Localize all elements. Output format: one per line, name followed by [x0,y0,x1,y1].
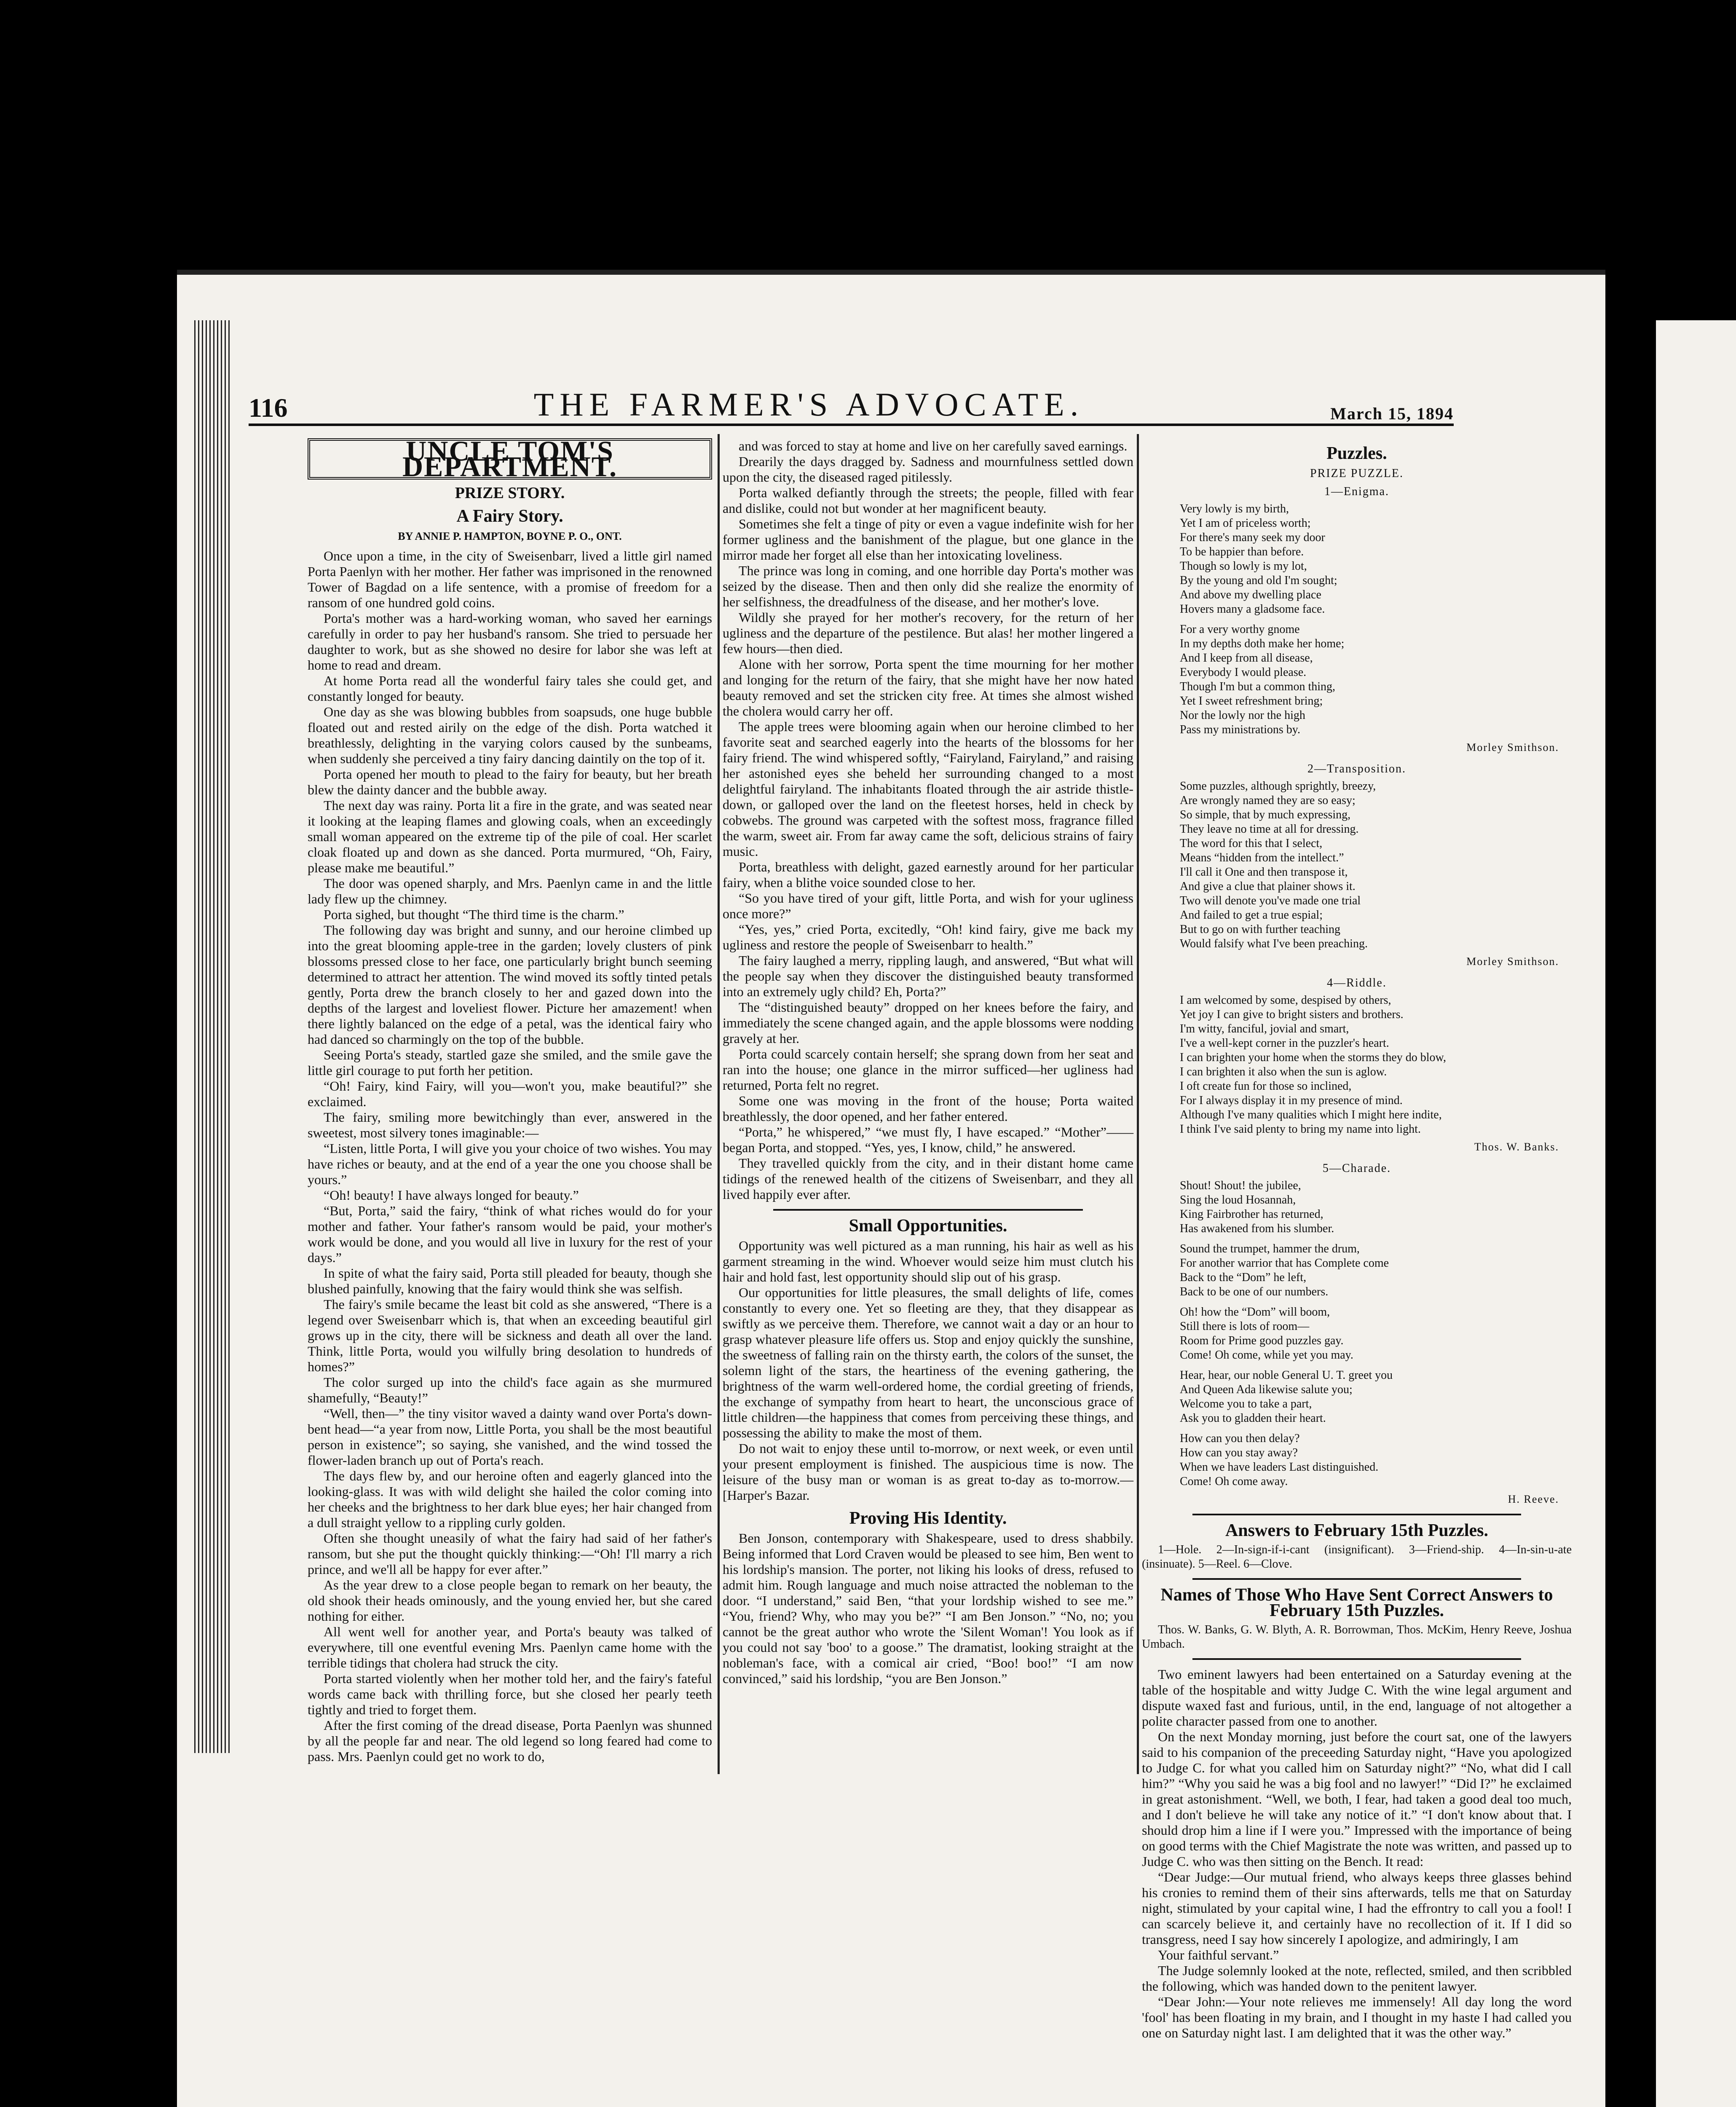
verse-line: Shout! Shout! the jubilee, [1180,1179,1301,1192]
paragraph: “Dear John:—Your note relieves me immensely! All day long the word 'fool' has been floating in my brain, and I thought in my haste I had called you one on Saturday night last. I am delighted that it was the other way.” [1142,1994,1572,2040]
paragraph: Porta sighed, but thought “The third time is the charm.” [324,907,624,922]
paragraph: On the next Monday morning, just before the court sat, one of the lawyers said to his companion of the preceeding Saturday night, “Have you apologized to Judge C. for what you called him on Saturday night?” “No, what did I call him?” “Why you said he was a big fool and no lawyer!” “Did I?” he exclaimed in great astonishment. “Well, we both, I fear, had taken a good deal too much, and I don't believe he will take any notice of it.” “I don't know about that. I should drop him a line if I were you.” Impressed with the importance of being on good terms with the Chief Magistrate the note was written, and passed up to Judge C. who was then sitting on the Bench. It read: [1142,1729,1572,1869]
section-divider [1192,1658,1521,1660]
paragraph: Your faithful servant.” [1158,1947,1279,1962]
verse-line: Ask you to gladden their heart. [1180,1412,1326,1425]
paragraph: Alone with her sorrow, Porta spent the time mourning for her mother and longing for the return of the fairy, that she might have her now hated beauty removed and set the stricken city free. At times she almost wished the cholera would carry her off. [723,657,1133,718]
verse-line: And above my dwelling place [1180,588,1321,601]
verse-line: For I always display it in my presence of mind. [1180,1094,1403,1107]
paragraph: The following day was bright and sunny, and our heroine climbed up into the great blooming apple-tree in the garden; lovely clusters of pink blossoms pressed close to her face, one particularly bright bunch seeming determined to attract her attention. The wind moved its softly tinted petals gently, Porta drew the branch closely to her and gazed down into the depths of the largest and loveliest flower. Picture her amazement! when there lightly balanced on the edge of a petal, was the identical fairy who had danced so charmingly on the top of the bubble. [308,922,712,1047]
verse-line: Nor the lowly nor the high [1180,709,1305,722]
paragraph: The apple trees were blooming again when our heroine climbed to her favorite seat and searched eagerly into the hearts of the blossoms for her fairy friend. The wind whispered softly, “Fairyland, Fairyland,” and raising her astonished eyes she beheld her surrounding changed to a most delightful fairyland. The inhabitants floated through the air astride thistle-down, or galloped over the land on the fleetest horses, held in check by cobwebs. The ground was carpeted with the softest moss, fragrance filled the warm, sweet air. From far away came the soft, delicious strains of fairy music. [723,719,1133,859]
verse-line: Though so lowly is my lot, [1180,560,1307,573]
verse-line: Come! Oh come, while yet you may. [1180,1348,1353,1362]
paragraph: The next day was rainy. Porta lit a fire in the grate, and was seated near it looking at the leaping flames and glowing coals, when an exceedingly small woman appeared on the extreme tip of the pile of coal. Her scarlet cloak floated up and down as she danced. Porta murmured, “Oh, Fairy, please make me beautiful.” [308,798,712,875]
paragraph: and was forced to stay at home and live on her carefully saved earnings. [739,438,1128,453]
verse-line: But to go on with further teaching [1180,923,1341,936]
puzzle-author: H. Reeve. [1508,1493,1559,1505]
paragraph: Often she thought uneasily of what the fairy had said of her father's ransom, but she put the thought quickly thinking:—“Oh! I'll marry a rich prince, and we'll all be happy for ever after.” [308,1531,712,1577]
paragraph: Porta started violently when her mother told her, and the fairy's fateful words came back with thrilling force, but she closed her pearly teeth tightly and tried to forget them. [308,1671,712,1717]
paragraph: “So you have tired of your gift, little Porta, and wish for your ugliness once more?” [723,890,1133,921]
verse-line: I've a well-kept corner in the puzzler's heart. [1180,1037,1389,1050]
paragraph: “Oh! beauty! I have always longed for beauty.” [324,1188,579,1203]
verse-line: I can brighten your home when the storms they do blow, [1180,1051,1446,1064]
verse-line: I think I've said plenty to bring my name into light. [1180,1123,1421,1136]
verse-line: Very lowly is my birth, [1180,502,1289,515]
bound-spine [192,320,232,1753]
proving-identity-body [723,1531,1133,1686]
column-rule [718,434,720,1774]
verse-line: Sing the loud Hosannah, [1180,1193,1296,1206]
verse-line: Has awakened from his slumber. [1180,1222,1334,1235]
verse-line: I'll call it One and then transpose it, [1180,866,1348,879]
paragraph: Some one was moving in the front of the house; Porta waited breathlessly, the door opened, and her father entered. [723,1093,1133,1124]
verse-line [1180,1426,1572,1431]
puzzle-verse [1142,993,1572,1137]
verse-line: The word for this that I select, [1180,837,1323,850]
paragraph: The fairy, smiling more bewitchingly than ever, answered in the sweetest, most silvery tones imaginable:— [308,1110,712,1140]
verse-line [1180,617,1572,622]
story-title: A Fairy Story. [456,507,563,526]
verse-line: Oh! how the “Dom” will boom, [1180,1305,1330,1319]
paragraph: “Porta,” he whispered,” “we must fly, I have escaped.” “Mother”——began Porta, and stopped. “Yes, yes, I know, child,” he answered. [723,1124,1133,1155]
paragraph: Sometimes she felt a tinge of pity or even a vague indefinite wish for her former ugliness and the banishment of the plague, but one glance in the mirror made her forget all else than her intoxicating loveliness. [723,516,1133,563]
paragraph: The prince was long in coming, and one horrible day Porta's mother was seized by the disease. Then and then only did she realize the enormity of her selfishness, the dreadfulness of the disease, and her mother's love. [723,563,1133,609]
page-number: 116 [249,393,288,423]
paragraph: “Listen, little Porta, I will give you your choice of two wishes. You may have riches or beauty, and at the end of a year the one you choose shall be yours.” [308,1141,712,1187]
verse-line: How can you then delay? [1180,1432,1300,1445]
verse-line: In my depths doth make her home; [1180,637,1345,650]
verse-line: And Queen Ada likewise salute you; [1180,1383,1353,1396]
verse-line: Two will denote you've made one trial [1180,894,1361,907]
puzzle-heading: 1—Enigma. [1324,485,1390,498]
verse-line: Means “hidden from the intellect.” [1180,851,1344,864]
verse-line: Welcome you to take a part, [1180,1397,1312,1410]
verse-line: Yet I am of priceless worth; [1180,517,1311,530]
column-1 [308,435,712,1764]
verse-line: Still there is lots of room— [1180,1320,1310,1333]
puzzle-verse [1142,779,1572,951]
paragraph: Opportunity was well pictured as a man running, his hair as well as his garment streaming in the wind. Whoever would seize him must clutch his hair and hold fast, lest opportunity should slip out of his grasp. [723,1238,1133,1284]
paragraph: After the first coming of the dread disease, Porta Paenlyn was shunned by all the people far and near. The old legend so long feared had come to pass. Mrs. Paenlyn could get no work to do, [308,1718,712,1764]
verse-line: Sound the trumpet, hammer the drum, [1180,1242,1360,1255]
verse-line: I oft create fun for those so inclined, [1180,1080,1352,1093]
verse-line: Some puzzles, although sprightly, breezy, [1180,780,1376,793]
verse-line: King Fairbrother has returned, [1180,1208,1323,1221]
verse-line: Back to the “Dom” he left, [1180,1271,1307,1284]
paragraph: “Dear Judge:—Our mutual friend, who always keeps three glasses behind his cronies to remind them of their sins afterwards, tells me that on Saturday night, stimulated by your capital wine, I had the effrontry to call you a fool! I can scarcely believe it, and certainly have no recollection of it. If I did so transgress, need I say how sincerely I apologize, and admiringly, I am [1142,1869,1572,1947]
paragraph: The color surged up into the child's face again as she murmured shamefully, “Beauty!” [308,1375,712,1405]
story-body-col1 [308,548,712,1764]
paragraph: Porta could scarcely contain herself; she sprang down from her seat and ran into the house; one glance in the mirror sufficed—her ugliness had returned, Porta felt no regret. [723,1046,1133,1093]
paragraph: The days flew by, and our heroine often and eagerly glanced into the looking-glass. It was with wild delight she hailed the color coming into her cheeks and the brightness to her dark blue eyes; her hair changed from a dull straight yellow to a rippling curly golden. [308,1468,712,1530]
paragraph: As the year drew to a close people began to remark on her beauty, the old shook their heads ominously, and the young envied her, but she cared nothing for either. [308,1577,712,1624]
verse-line: Everybody I would please. [1180,666,1307,679]
puzzle-verse [1142,1179,1572,1489]
verse-line: So simple, that by much expressing, [1180,808,1351,821]
puzzles-title: Puzzles. [1326,444,1387,463]
paragraph: Our opportunities for little pleasures, the small delights of life, comes constantly to every one. Yet so fleeting are they, that they disappear as swiftly as we perceive them. Therefore, we cannot wait a day or an hour to grasp whatever pleasure life offers us. Stop and enjoy quickly the sunshine, the sweetness of falling rain on the thirsty earth, the colors of the sunset, the solemn light of the stars, the heartiness of the evening gathering, the brightness of the warm well-ordered home, the cordial greeting of friends, the exchange of sympathy from heart to heart, the unconscious grace of little children—the happiness that comes from perceiving these things, and possessing the ability to make the most of them. [723,1285,1133,1440]
verse-line: How can you stay away? [1180,1446,1298,1459]
puzzle-author: Morley Smithson. [1466,741,1559,753]
names-title: Names of Those Who Have Sent Correct Answers to February 15th Puzzles. [1160,1585,1553,1620]
puzzle-author: Morley Smithson. [1466,955,1559,968]
column-3 [1142,438,1572,2041]
paragraph: Porta's mother was a hard-working woman, who saved her earnings carefully in order to pay her husband's ransom. She tried to persuade her daughter to work, but as she showed no desire for labor she was left at home to read and dream. [308,611,712,673]
puzzle-heading: 2—Transposition. [1307,762,1406,775]
paragraph: Porta walked defiantly through the streets; the people, filled with fear and dislike, could not but wonder at her magnificent beauty. [723,485,1133,516]
answers-title: Answers to February 15th Puzzles. [1225,1521,1489,1540]
verse-line: Room for Prime good puzzles gay. [1180,1334,1344,1347]
proving-identity-title: Proving His Identity. [849,1509,1007,1528]
verse-line [1180,1236,1572,1242]
answers-text: 1—Hole. 2—In-sign-if-i-cant (insignificant). 3—Friend-ship. 4—In-sin-u-ate (insinuate). 5—Reel. 6—Clove. [1142,1543,1572,1571]
paragraph: Porta opened her mouth to plead to the fairy for beauty, but her breath blew the dainty dancer and the bubble away. [308,767,712,797]
verse-line: And failed to get a true espial; [1180,909,1323,922]
paragraph: “But, Porta,” said the fairy, “think of what riches would do for your mother and father. Your father's ransom would be paid, your mother's work would be done, and you would all live in luxury for the rest of your days.” [308,1203,712,1265]
verse-line: I am welcomed by some, despised by others, [1180,994,1391,1007]
verse-line: Back to be one of our numbers. [1180,1285,1329,1298]
paragraph: Do not wait to enjoy these until to-morrow, or next week, or even until your present employment is finished. The auspicious time is now. The leisure of the busy man or woman is as great to-day as to-morrow.—[Harper's Bazar. [723,1441,1133,1503]
paragraph: At home Porta read all the wonderful fairy tales she could get, and constantly longed for beauty. [308,673,712,704]
paragraph: “Yes, yes,” cried Porta, excitedly, “Oh! kind fairy, give me back my ugliness and restore the people of Sweisenbarr to health.” [723,922,1133,952]
film-border [0,0,1736,270]
verse-line: When we have leaders Last distinguished. [1180,1461,1379,1474]
adjacent-page-edge [1656,320,1736,2107]
issue-date: March 15, 1894 [1330,404,1454,423]
puzzle-author: Thos. W. Banks. [1474,1141,1559,1153]
paragraph: One day as she was blowing bubbles from soapsuds, one huge bubble floated out and rested airily on the edge of the dish. Porta watched it breathlessly, delighting in the varying colors caused by the sunbeams, when suddenly she perceived a tiny fairy dancing daintily on the top of it. [308,704,712,766]
paragraph: Two eminent lawyers had been entertained on a Saturday evening at the table of the hospitable and witty Judge C. With the wine legal argument and dispute waxed fast and furious, until, in the end, language of not altogether a polite character passed from one to another. [1142,1667,1572,1729]
small-opportunities-body [723,1238,1133,1503]
section-divider [1192,1578,1521,1580]
prize-story-label: PRIZE STORY. [455,484,565,502]
verse-line [1180,1362,1572,1368]
puzzle-heading: 5—Charade. [1322,1162,1391,1175]
verse-line: By the young and old I'm sought; [1180,574,1337,587]
paragraph: Porta, breathless with delight, gazed earnestly around for her particular fairy, when a blithe voice sounded close to her. [723,859,1133,890]
column-2 [723,438,1133,1686]
puzzles-list [1142,484,1572,1507]
verse-line: And give a clue that plainer shows it. [1180,880,1356,893]
masthead-title: THE FARMER'S ADVOCATE. [533,386,1085,423]
verse-line: I can brighten it also when the sun is aglow. [1180,1065,1387,1078]
paragraph: Ben Jonson, contemporary with Shakespeare, used to dress shabbily. Being informed that Lord Craven would be pleased to see him, Ben went to his lordship's mansion. The porter, not liking his looks of dress, refused to admit him. Rough language and much noise attracted the nobleman to the door. “I understand,” said Ben, “that your lordship wished to see me.” “You, friend? Why, who may you be?” “I am Ben Jonson.” “No, no; you cannot be the great author who wrote the 'Silent Woman'! You look as if you could not say 'boo' to a goose.” The dramatist, looking straight at the nobleman's face, with a comical air cried, “Boo! boo!” “I am now convinced,” said his lordship, “you are Ben Jonson.” [723,1531,1133,1686]
names-text: Thos. W. Banks, G. W. Blyth, A. R. Borrowman, Thos. McKim, Henry Reeve, Joshua Umbach. [1142,1623,1572,1651]
paragraph: In spite of what the fairy said, Porta still pleaded for beauty, though she blushed painfully, knowing that the fairy would think she was selfish. [308,1265,712,1296]
verse-line: Come! Oh come away. [1180,1475,1288,1488]
story-byline: BY ANNIE P. HAMPTON, BOYNE P. O., ONT. [398,530,622,542]
verse-line: I'm witty, fanciful, jovial and smart, [1180,1022,1349,1035]
prize-puzzle-label: PRIZE PUZZLE. [1310,467,1404,480]
verse-line: Yet joy I can give to bright sisters and brothers. [1180,1008,1404,1021]
paragraph: “Well, then—” the tiny visitor waved a dainty wand over Porta's down-bent head—“a year from now, Little Porta, you shall be the most beautiful person in existence”; so saying, she vanished, and the wind tossed the flower-laden branch up out of Porta's reach. [308,1406,712,1468]
verse-line: Yet I sweet refreshment bring; [1180,694,1323,708]
verse-line: Hear, hear, our noble General U. T. greet you [1180,1369,1393,1382]
paragraph: The fairy laughed a merry, rippling laugh, and answered, “But what will the people say when they discover the distinguished beauty transformed into an extremely ugly child? Eh, Porta?” [723,953,1133,999]
verse-line: And I keep from all disease, [1180,651,1313,665]
lawyers-story-body [1142,1667,1572,2041]
paragraph: The Judge solemnly looked at the note, reflected, smiled, and then scribbled the following, which was handed down to the penitent lawyer. [1142,1963,1572,1994]
verse-line: For a very worthy gnome [1180,623,1300,636]
paragraph: The “distinguished beauty” dropped on her knees before the fairy, and immediately the scene changed again, and the apple blossoms were nodding gravely at her. [723,1000,1133,1046]
paragraph: The fairy's smile became the least bit cold as she answered, “There is a legend over Sweisenbarr which is, that when an exceeding beautiful girl grows up in the city, there will be sickness and death all over the land. Think, little Porta, would you wilfully bring desolation to hundreds of homes?” [308,1297,712,1374]
paragraph: “Oh! Fairy, kind Fairy, will you—won't you, make beautiful?” she exclaimed. [308,1078,712,1109]
verse-line: For there's many seek my door [1180,531,1325,544]
section-divider [1192,1514,1521,1515]
section-divider [773,1209,1083,1211]
verse-line: Although I've many qualities which I might here indite, [1180,1108,1442,1121]
verse-line [1180,1299,1572,1305]
page-header [249,386,1454,426]
column-rule [1137,434,1139,1774]
verse-line: For another warrior that has Complete come [1180,1257,1389,1270]
paragraph: The door was opened sharply, and Mrs. Paenlyn came in and the little lady flew up the chimney. [308,876,712,906]
verse-line: Are wrongly named they are so easy; [1180,794,1356,807]
paragraph: Once upon a time, in the city of Sweisenbarr, lived a little girl named Porta Paenlyn with her mother. Her father was imprisoned in the renowned Tower of Bagdad on a life sentence, with a promise of freedom for a ransom of one hundred gold coins. [308,548,712,610]
puzzle-heading: 4—Riddle. [1327,976,1387,989]
paragraph: Wildly she prayed for her mother's recovery, for the return of her ugliness and the departure of the pestilence. But alas! her mother lingered a few hours—then died. [723,610,1133,656]
paragraph: All went well for another year, and Porta's beauty was talked of everywhere, till one eventful evening Mrs. Paenlyn came home with the terrible tidings that cholera had struck the city. [308,1624,712,1670]
department-heading: UNCLE TOM'S DEPARTMENT. [308,438,712,480]
verse-line: Hovers many a gladsome face. [1180,603,1325,616]
verse-line: To be happier than before. [1180,545,1304,558]
verse-line: Would falsify what I've been preaching. [1180,937,1368,950]
story-body-col2 [723,438,1133,1202]
puzzle-verse [1142,502,1572,737]
small-opportunities-title: Small Opportunities. [849,1216,1007,1236]
paragraph: They travelled quickly from the city, and in their distant home came tidings of the renewed health of the citizens of Sweisenbarr, and they all lived happily ever after. [723,1155,1133,1202]
verse-line: Pass my ministrations by. [1180,723,1300,736]
verse-line: Though I'm but a common thing, [1180,680,1336,693]
verse-line: They leave no time at all for dressing. [1180,823,1359,836]
paragraph: Seeing Porta's steady, startled gaze she smiled, and the smile gave the little girl courage to put forth her petition. [308,1047,712,1078]
paragraph: Drearily the days dragged by. Sadness and mournfulness settled down upon the city, the diseased raged pitilessly. [723,454,1133,485]
